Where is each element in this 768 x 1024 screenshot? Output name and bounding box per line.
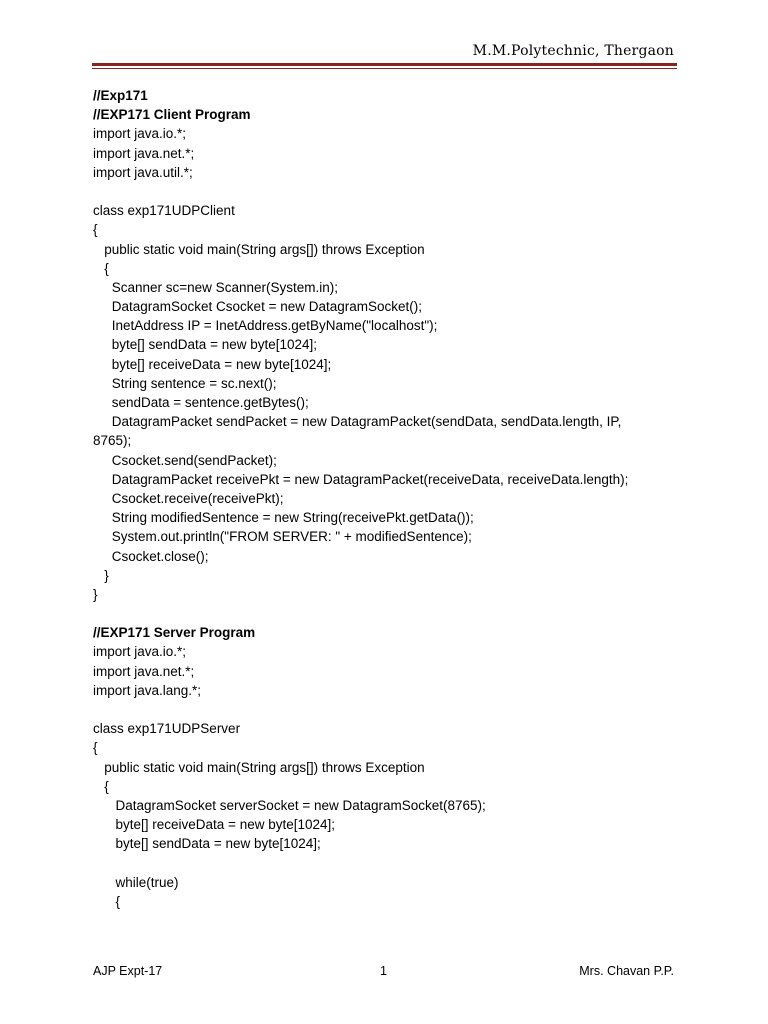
code-line: class exp171UDPClient [93, 203, 235, 219]
code-line: byte[] sendData = new byte[1024]; [93, 337, 318, 353]
code-line: import java.net.*; [93, 663, 195, 679]
header-rule-thin [92, 68, 677, 69]
code-line: } [93, 586, 98, 602]
footer-right-text: Mrs. Chavan P.P. [579, 964, 674, 978]
code-line [93, 854, 683, 873]
code-line: //Exp171 [93, 88, 148, 103]
code-line: import java.io.*; [93, 126, 187, 142]
footer-left-text: AJP Expt-17 [93, 964, 163, 978]
code-line: DatagramSocket serverSocket = new DatagramSocket(8765); [93, 797, 486, 813]
code-line: Csocket.send(sendPacket); [93, 452, 277, 468]
code-line: { [93, 222, 98, 238]
code-line: Scanner sc=new Scanner(System.in); [93, 279, 338, 295]
code-line: String modifiedSentence = new String(receivePkt.getData()); [93, 510, 474, 526]
code-line: { [93, 778, 109, 794]
code-line: } [93, 567, 109, 583]
code-line: DatagramSocket Csocket = new DatagramSocket(); [93, 299, 423, 315]
header-institution: M.M.Polytechnic, Thergaon [472, 43, 674, 59]
code-line: byte[] receiveData = new byte[1024]; [93, 817, 336, 833]
code-line: import java.util.*; [93, 164, 193, 180]
code-line: import java.net.*; [93, 145, 195, 161]
code-line: //EXP171 Client Program [93, 107, 251, 123]
code-line: //EXP171 Server Program [93, 625, 256, 641]
code-line: sendData = sentence.getBytes(); [93, 395, 309, 410]
code-line: DatagramPacket receivePkt = new DatagramPacket(receiveData, receiveData.length); [93, 471, 629, 487]
code-line: class exp171UDPServer [93, 721, 241, 737]
code-line: byte[] receiveData = new byte[1024]; [93, 356, 332, 372]
code-line: import java.io.*; [93, 644, 187, 660]
code-line: 8765); [93, 433, 132, 449]
code-line: while(true) [93, 874, 179, 890]
code-line: import java.lang.*; [93, 682, 202, 698]
code-line [93, 604, 683, 623]
code-line: byte[] sendData = new byte[1024]; [93, 836, 321, 852]
code-line: InetAddress IP = InetAddress.getByName("localhost"); [93, 318, 438, 334]
code-line: { [93, 260, 109, 276]
code-line: Csocket.close(); [93, 548, 209, 564]
code-line [93, 182, 683, 201]
code-line: DatagramPacket sendPacket = new DatagramPacket(sendData, sendData.length, IP, [93, 414, 622, 430]
page-number: 1 [380, 964, 387, 978]
code-line: public static void main(String args[]) throws Exception [93, 759, 425, 775]
code-listing [93, 86, 683, 911]
code-line: { [93, 893, 121, 909]
header-rule-thick [92, 63, 677, 66]
code-line: System.out.println("FROM SERVER: " + modifiedSentence); [93, 529, 472, 545]
code-line: Csocket.receive(receivePkt); [93, 490, 284, 506]
code-line: { [93, 740, 98, 756]
code-line: public static void main(String args[]) throws Exception [93, 241, 425, 257]
code-line [93, 700, 683, 719]
code-line: String sentence = sc.next(); [93, 375, 277, 391]
